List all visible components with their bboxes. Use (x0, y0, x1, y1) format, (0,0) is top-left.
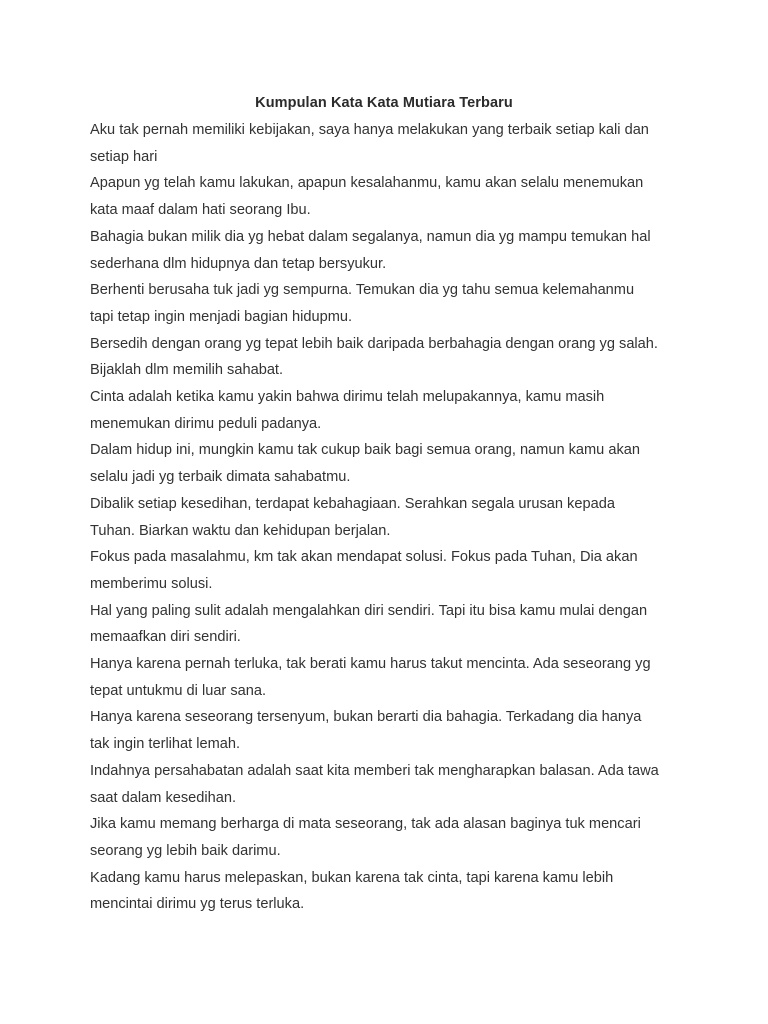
quote-paragraph (90, 384, 690, 437)
quote-paragraph (90, 437, 690, 490)
quote-list (90, 117, 690, 918)
quote-line: selalu jadi yg terbaik dimata sahabatmu. (90, 469, 351, 486)
quote-line: Indahnya persahabatan adalah saat kita memberi tak mengharapkan balasan. Ada tawa (90, 762, 659, 779)
quote-paragraph (90, 811, 690, 864)
quote-line: memberimu solusi. (90, 575, 213, 592)
quote-paragraph (90, 224, 690, 277)
quote-paragraph (90, 758, 690, 811)
quote-line: Cinta adalah ketika kamu yakin bahwa dirimu telah melupakannya, kamu masih (90, 389, 605, 406)
quote-line: setiap hari (90, 148, 158, 165)
quote-paragraph (90, 598, 690, 651)
quote-paragraph (90, 277, 690, 330)
quote-line: Kadang kamu harus melepaskan, bukan karena tak cinta, tapi karena kamu lebih (90, 869, 614, 886)
quote-line: Tuhan. Biarkan waktu dan kehidupan berjalan. (90, 522, 391, 539)
quote-paragraph (90, 704, 690, 757)
quote-line: Bahagia bukan milik dia yg hebat dalam segalanya, namun dia yg mampu temukan hal (90, 228, 651, 245)
quote-line: tak ingin terlihat lemah. (90, 736, 241, 753)
quote-line: Bersedih dengan orang yg tepat lebih baik daripada berbahagia dengan orang yg salah. (90, 335, 658, 352)
quote-line: Jika kamu memang berharga di mata seseorang, tak ada alasan baginya tuk mencari (90, 816, 641, 833)
quote-line: Berhenti berusaha tuk jadi yg sempurna. Temukan dia yg tahu semua kelemahanmu (90, 282, 635, 299)
quote-paragraph (90, 544, 690, 597)
quote-line: tepat untukmu di luar sana. (90, 682, 267, 699)
quote-paragraph (90, 865, 690, 918)
quote-line: Apapun yg telah kamu lakukan, apapun kesalahanmu, kamu akan selalu menemukan (90, 175, 644, 192)
quote-line: Dibalik setiap kesedihan, terdapat kebahagiaan. Serahkan segala urusan kepada (90, 495, 615, 512)
quote-line: memaafkan diri sendiri. (90, 629, 241, 646)
quote-line: sederhana dlm hidupnya dan tetap bersyukur. (90, 255, 387, 272)
quote-line: Dalam hidup ini, mungkin kamu tak cukup baik bagi semua orang, namun kamu akan (90, 442, 641, 459)
quote-line: Bijaklah dlm memilih sahabat. (90, 362, 284, 379)
quote-line: Hal yang paling sulit adalah mengalahkan diri sendiri. Tapi itu bisa kamu mulai dengan (90, 602, 648, 619)
quote-line: Fokus pada masalahmu, km tak akan mendapat solusi. Fokus pada Tuhan, Dia akan (90, 549, 638, 566)
quote-line: saat dalam kesedihan. (90, 789, 237, 806)
quote-line: seorang yg lebih baik darimu. (90, 842, 281, 859)
quote-line: menemukan dirimu peduli padanya. (90, 415, 322, 432)
quote-line: tapi tetap ingin menjadi bagian hidupmu. (90, 308, 353, 325)
quote-line: mencintai dirimu yg terus terluka. (90, 896, 305, 913)
quote-paragraph (90, 331, 690, 384)
quote-paragraph (90, 170, 690, 223)
document-title: Kumpulan Kata Kata Mutiara Terbaru (255, 95, 513, 111)
quote-line: Aku tak pernah memiliki kebijakan, saya hanya melakukan yang terbaik setiap kali dan (90, 122, 649, 138)
quote-line: kata maaf dalam hati seorang Ibu. (90, 202, 311, 219)
quote-paragraph (90, 651, 690, 704)
quote-line: Hanya karena pernah terluka, tak berati kamu harus takut mencinta. Ada seseorang yg (90, 656, 651, 673)
quote-paragraph (90, 491, 690, 544)
quote-line: Hanya karena seseorang tersenyum, bukan berarti dia bahagia. Terkadang dia hanya (90, 709, 642, 726)
quote-paragraph (90, 117, 690, 170)
